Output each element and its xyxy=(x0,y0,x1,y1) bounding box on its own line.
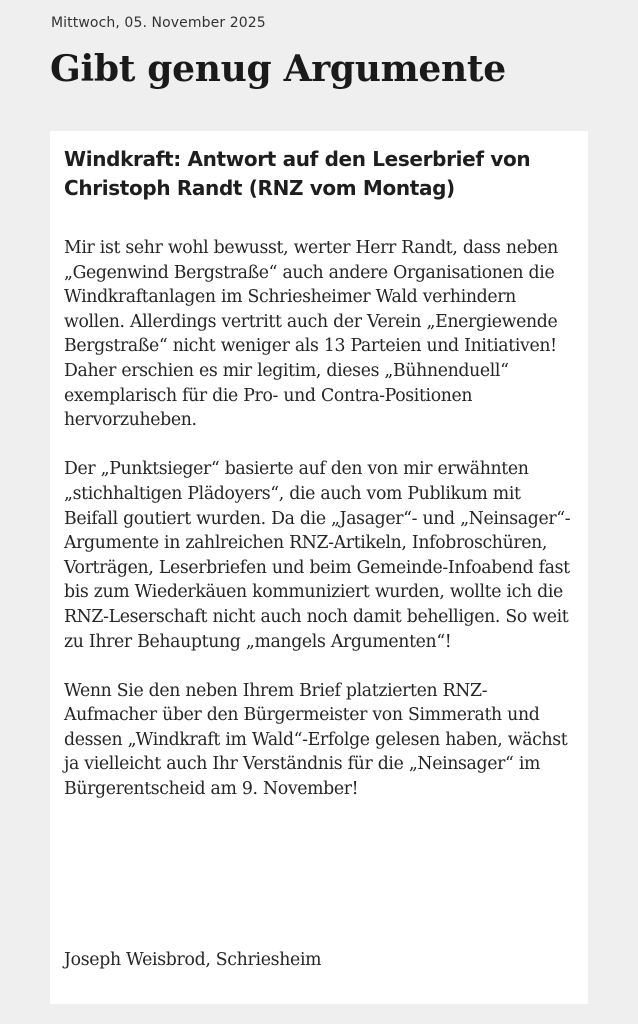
letter-card xyxy=(50,131,588,1004)
article-date: Mittwoch, 05. November 2025 xyxy=(51,15,266,31)
letter-subtitle: Windkraft: Antwort auf den Leserbrief von Christoph Randt (RNZ vom Montag) xyxy=(64,147,531,200)
letter-paragraph: Wenn Sie den neben Ihrem Brief platzierten RNZ-Aufmacher über den Bürgermeister von Simmerath und dessen „Windkraft im Wald“-Erfolge gelesen haben, wächst ja vielleicht auch Ihr Verständnis für die „Neinsager“ im Bürgerentscheid am 9. November! xyxy=(64,680,568,800)
article-headline: Gibt genug Argumente xyxy=(50,48,506,90)
letter-body xyxy=(64,236,579,826)
letter-author: Joseph Weisbrod, Schriesheim xyxy=(64,950,322,970)
letter-paragraph: Mir ist sehr wohl bewusst, werter Herr Randt, dass neben „Gegenwind Bergstraße“ auch andere Organisationen die Windkraftanlagen im Schriesheimer Wald verhindern wollen. Allerdings vertritt auch der Verein „Energiewende Bergstraße“ nicht weniger als 13 Parteien und Initiativen! Daher erschien es mir legitim, dieses „Bühnenduell“ exemplarisch für die Pro- und Contra-Positionen hervorzuheben. xyxy=(64,238,558,431)
letter-paragraph: Der „Punktsieger“ basierte auf den von mir erwähnten „stichhaltigen Plädoyers“, die auch vom Publikum mit Beifall goutiert wurden. Da die „Jasager“- und „Neinsager“-Argumente in zahlreichen RNZ-Artikeln, Infobroschüren, Vorträgen, Leserbriefen und beim Gemeinde-Infoabend fast bis zum Wiederkäuen kommuniziert wurden, wollte ich die RNZ-Leserschaft nicht auch noch damit behelligen. So weit zu Ihrer Behauptung „mangels Argumenten“! xyxy=(64,459,571,652)
